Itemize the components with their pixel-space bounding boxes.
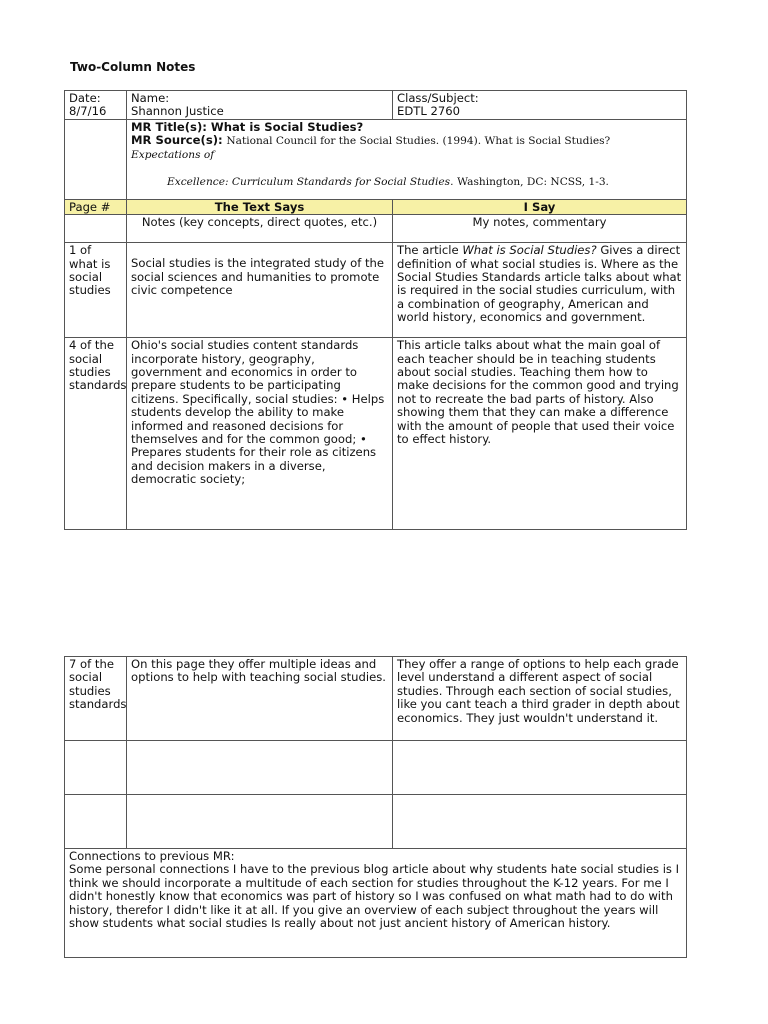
row-i-say	[393, 243, 687, 338]
mr-source-book-title: Excellence: Curriculum Standards for Social Studies.	[167, 176, 454, 189]
col-text-says-subheader: Notes (key concepts, direct quotes, etc.)	[127, 215, 393, 243]
col-page-header: Page #	[65, 199, 127, 214]
mr-source-citation-italic: Expectations of	[131, 149, 215, 162]
row-page: 1 of what is social studies	[65, 243, 127, 338]
class-value: EDTL 2760	[397, 104, 460, 119]
mr-cell	[127, 119, 687, 199]
mr-row	[65, 119, 687, 199]
date-cell	[65, 91, 127, 120]
name-label: Name:	[131, 91, 170, 105]
col-i-say-header: I Say	[393, 199, 687, 214]
connections-text: Some personal connections I have to the previous blog article about why students hate social studies is I think we should incorporate a multitude of each section for studies throughout the K-12 years. For me I didn't honestly know that economics was part of history so I was confused on what math had to do with history, therefor I didn't like it at all. If you give an overview of each subject throughout the years will show students what social studies Is really about not just ancient history of American history.	[69, 862, 680, 931]
empty-row	[65, 795, 687, 849]
col-text-says-header: The Text Says	[127, 199, 393, 214]
table-row	[65, 338, 687, 530]
header-row	[65, 91, 687, 120]
table-row	[65, 243, 687, 338]
row-text-says: On this page they offer multiple ideas and options to help with teaching social studies.	[127, 657, 393, 741]
notes-table-top	[64, 90, 687, 530]
row-i-say: They offer a range of options to help each grade level understand a different aspect of social studies. Through each section of social studies, like you cant teach a third grader in depth about economics. They just wouldn't understand it.	[393, 657, 687, 741]
mr-title: MR Title(s): What is Social Studies?	[131, 119, 364, 134]
mr-source	[131, 134, 682, 162]
connections-label: Connections to previous MR:	[69, 849, 235, 863]
col-i-say-subheader: My notes, commentary	[393, 215, 687, 243]
connections-row	[65, 849, 687, 958]
date-value: 8/7/16	[69, 104, 107, 119]
row-i-say-italic: What is Social Studies?	[462, 243, 597, 258]
column-subheader-row	[65, 215, 687, 243]
notes-table-bottom	[64, 656, 687, 958]
row-i-say: This article talks about what the main goal of each teacher should be in teaching students about social studies. Teaching them how to make decisions for the common good and trying not to recreate the bad parts of history. Also showing them that they can make a difference with the amount of people that used their voice to effect history.	[393, 338, 687, 530]
name-cell	[127, 91, 393, 120]
empty-row	[65, 741, 687, 795]
date-label: Date:	[69, 91, 101, 105]
row-page: 7 of the social studies standards	[65, 657, 127, 741]
name-value: Shannon Justice	[131, 104, 224, 119]
row-i-say-pre: The article	[397, 243, 463, 258]
table-row	[65, 657, 687, 741]
document-title: Two-Column Notes	[70, 60, 196, 74]
row-text-says: Ohio's social studies content standards incorporate history, geography, government and economics in order to prepare students to be participating citizens. Specifically, social studies: • Helps students develop the ability to make informed and reasoned decisions for themselves and for the common good; • Prepares students for their role as citizens and decision makers in a diverse, democratic society;	[127, 338, 393, 530]
column-header-row	[65, 199, 687, 214]
row-text-says	[127, 243, 393, 338]
row-page: 4 of the social studies standards	[65, 338, 127, 530]
mr-source-citation: National Council for the Social Studies. (1994). What is Social Studies?	[226, 135, 611, 148]
row-text-says-content: Social studies is the integrated study of the social sciences and humanities to promote civic competence	[131, 256, 385, 298]
mr-source-line2	[131, 175, 682, 189]
row-i-say-post: Gives a direct definition of what social studies is. Where as the Social Studies Standards article talks about what is required in the social studies curriculum, with a combination of geography, American and world history, economics and government.	[397, 243, 682, 325]
class-label: Class/Subject:	[397, 91, 479, 105]
mr-source-label: MR Source(s):	[131, 133, 223, 148]
mr-source-publisher: Washington, DC: NCSS, 1-3.	[457, 176, 609, 189]
class-cell	[393, 91, 687, 120]
connections-cell	[65, 849, 687, 958]
